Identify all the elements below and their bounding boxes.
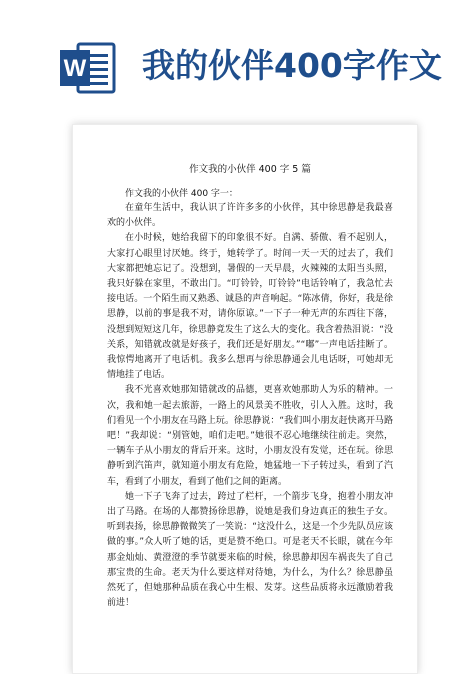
document-page <box>72 124 418 674</box>
paragraph: 在童年生活中，我认识了许许多多的小伙伴，其中徐思静是我最喜欢的小伙伴。 <box>107 203 393 229</box>
document-content <box>107 163 393 611</box>
paragraph: 她一下子飞奔了过去，跨过了栏杆，一个箭步飞身，抱着小朋友冲出了马路。在场的人都赞扬徐思静，说她是我们身边真正的独生子女。听到表扬，徐思静微微笑了一笑说：“这没什么，这是一个少先队员应该做的事。”众人听了她的话，更是赞不绝口。可是老天不长眼，就在今年那金灿灿、黄澄澄的季节就要来临的时候，徐思静却因车祸丧失了自己那宝贵的生命。老天为什么要这样对待她，为什么，为什么？徐思静虽然死了，但她那种品质在我心中生根、发芽。这些品质将永远激励着我前进！ <box>107 491 393 609</box>
document-title: 作文我的小伙伴 400 字 5 篇 <box>189 164 311 175</box>
banner-title: 我的伙伴400字作文 <box>142 46 442 85</box>
banner <box>0 0 474 120</box>
document-subtitle: 作文我的小伙伴 400 字一： <box>125 189 238 199</box>
word-document-icon <box>58 38 118 98</box>
paragraph: 我不光喜欢她那知错就改的品德，更喜欢她那助人为乐的精神。一次，我和她一起去旅游，一路上的风景美不胜收，引人入胜。这时，我们看见一个小朋友在马路上玩。徐思静说：“我们叫小朋友赶快离开马路吧！”我却说：“别管她，咱们走吧。”她很不忍心地继续往前走。突然，一辆车子从小朋友的背后开来。这时，小朋友没有发觉，还在玩。徐思静听到汽笛声，就知道小朋友有危险，她猛地一下子转过头，看到了汽车，看到了小朋友，看到了他们之间的距离。 <box>107 385 393 487</box>
paragraph: 在小时候，她给我留下的印象很不好。自满、骄傲、看不起别人，大家打心眼里讨厌她。终于，她转学了。时间一天一天的过去了，我们大家都把她忘记了。没想到，暑假的一天早晨，火辣辣的太阳当头照，我只好躲在家里，不敢出门。“叮铃铃，叮铃铃”电话铃响了，我急忙去接电话。一个陌生而又熟悉、诚恳的声音响起。“陈冰倩，你好，我是徐思静，以前的事是我不对，请你原谅。”一下子一种无声的东西往下落，没想到短短这几年，徐思静竟发生了这么大的变化。我含着热泪说：“没关系，知错就改就是好孩子，我们还是好朋友。”“嘟”一声电话挂断了。我惊愕地离开了电话机。我多么想再与徐思静通会儿电话呀，可她却无情地挂了电话。 <box>107 233 393 381</box>
word-logo-letter: W <box>63 55 87 82</box>
